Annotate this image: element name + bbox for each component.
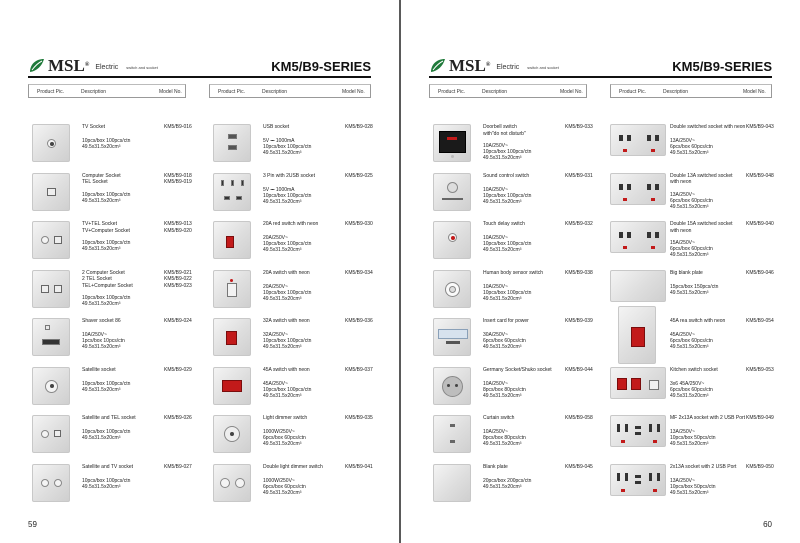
product-spec: 1000W/250V~ 6pcs/box 60pcs/ctn 49.5x31.5x20cm³	[263, 429, 306, 447]
plate-detail	[655, 135, 659, 141]
product-description: TV Socket	[82, 124, 106, 130]
card-switch-icon	[433, 318, 471, 356]
col-model-label: Model No.	[743, 89, 766, 95]
product-spec: 10pcs/box 100pcs/ctn 49.5x31.5x20cm³	[82, 138, 131, 150]
product-model-number: KM5/B9-039	[565, 318, 593, 324]
product-item	[209, 124, 373, 168]
brand-name: MSL	[48, 56, 85, 75]
product-spec: 10A/250V~ 8pcs/box 80pcs/ctn 49.5x31.5x20cm³	[483, 380, 526, 399]
product-description: Computer Socket TEL Socket	[82, 172, 121, 185]
plate-detail	[47, 188, 56, 196]
product-item	[429, 221, 593, 265]
plate-detail	[241, 180, 244, 186]
plate-detail	[649, 473, 652, 481]
tv-socket-icon	[32, 124, 70, 162]
column-header	[429, 84, 587, 98]
dimmer-switch-icon	[213, 415, 251, 453]
product-spec: 10pcs/box 100pcs/ctn 49.5x31.5x20cm³	[82, 380, 131, 393]
product-description: Shaver socket 86	[82, 318, 121, 324]
product-spec: 10pcs/box 100pcs/ctn 49.5x31.5x20cm³	[82, 477, 131, 490]
product-model-number: KM5/B9-045	[565, 463, 593, 470]
product-model-number: KM5/B9-049	[746, 415, 774, 421]
mf-usb-socket-icon	[610, 415, 666, 447]
plate-detail	[50, 142, 54, 146]
plate-detail	[50, 384, 54, 388]
brand-subtitle: Electric	[95, 64, 119, 71]
col-model-label: Model No.	[560, 89, 583, 95]
product-item	[28, 172, 192, 217]
plate-detail	[621, 489, 625, 492]
product-spec: 13A/250V~ 10pcs/box 50pcs/ctn 49.5x31.5x20cm³	[670, 477, 716, 496]
col-desc-label: Description	[482, 89, 508, 95]
catalog-page-right	[401, 0, 800, 543]
plate-detail	[627, 184, 631, 190]
plate-detail	[651, 198, 655, 201]
product-spec: 10A/250V~ 10pcs/box 100pcs/ctn 49.5x31.5x20cm³	[483, 143, 532, 161]
plate-detail	[657, 473, 660, 481]
double-switched-socket-icon	[610, 124, 666, 156]
product-spec: 10pcs/box 100pcs/ctn 49.5x31.5x20cm³	[82, 191, 131, 204]
brand-name: MSL	[449, 56, 486, 75]
plate-detail	[226, 331, 237, 345]
product-description: Kitchen switch socket	[670, 366, 718, 373]
plate-detail	[627, 135, 631, 141]
shaver-socket-icon	[32, 318, 70, 356]
plate-detail	[649, 380, 659, 390]
product-spec: 30A/250V~ 6pcs/box 60pcs/ctn 49.5x31.5x20cm³	[483, 332, 526, 350]
satellite-tv-socket-icon	[32, 464, 70, 502]
product-spec: 15pcs/box 150pcs/ctn 49.5x31.5x20cm³	[670, 283, 719, 296]
product-model-number: KM5/B9-032	[565, 221, 593, 227]
plate-detail	[621, 440, 625, 443]
plate-detail	[623, 198, 627, 201]
product-spec: 45A/250V~ 6pcs/box 60pcs/ctn 49.5x31.5x20cm³	[670, 332, 713, 350]
product-description: USB socket	[263, 124, 290, 130]
plate-detail	[235, 478, 245, 488]
plate-detail	[226, 236, 234, 248]
product-item	[610, 318, 774, 362]
brand-tagline: switch and socket	[126, 65, 158, 70]
product-description: Double switched socket with neon	[670, 124, 746, 130]
plate-detail	[231, 180, 234, 186]
product-description: Double 15A switched socket with neon	[670, 221, 733, 234]
plate-detail	[451, 155, 454, 158]
product-item	[28, 124, 192, 168]
column-header	[209, 84, 371, 98]
catalog-page-left	[0, 0, 399, 543]
leaf-logo-icon	[429, 58, 447, 74]
product-item	[28, 269, 192, 314]
product-spec: 10A/250V~ 10pcs/box 100pcs/ctn 49.5x31.5x20cm³	[483, 235, 532, 253]
product-item	[28, 366, 192, 411]
product-model-number: KM5/B9-050	[746, 463, 774, 470]
plate-detail	[631, 327, 645, 347]
plate-detail	[655, 184, 659, 190]
2x13a-usb-socket-icon	[610, 464, 666, 496]
page-number: 59	[28, 520, 37, 529]
product-spec: 10A/250V~ 10pcs/box 100pcs/ctn 49.5x31.5x20cm³	[483, 283, 532, 302]
product-model-number: KM5/B9-031	[565, 172, 593, 179]
plate-detail	[54, 285, 62, 293]
product-model-number: KM5/B9-053	[746, 366, 774, 373]
column-header	[28, 84, 186, 98]
product-description: 3 Pin with 2USB socket	[263, 172, 315, 179]
product-description: MF 2x13A socket with 2 USB Port	[670, 415, 746, 421]
plate-detail	[653, 440, 657, 443]
product-model-number: KM5/B9-048	[746, 172, 774, 179]
product-description: Sound control switch	[483, 172, 530, 179]
product-item	[209, 463, 373, 508]
column-header	[610, 84, 772, 98]
product-model-number: KM5/B9-037	[345, 366, 373, 373]
plate-detail	[635, 475, 641, 478]
col-desc-label: Description	[81, 89, 107, 95]
product-model-number: KM5/B9-034	[345, 269, 373, 276]
product-model-number: KM5/B9-029	[164, 366, 192, 373]
product-model-number: KM5/B9-035	[345, 415, 373, 421]
product-item	[209, 269, 373, 314]
product-description: Double light dimmer switch	[263, 463, 323, 470]
product-description: Satellite socket	[82, 366, 116, 373]
product-item	[429, 172, 593, 217]
plate-detail	[627, 232, 631, 238]
page-header	[429, 52, 772, 78]
product-item	[610, 172, 774, 217]
product-spec: 13A/250V~ 6pcs/box 60pcs/ctn 49.5x31.5x20cm³	[670, 191, 713, 210]
product-item	[28, 318, 192, 362]
product-description: Blank plate	[483, 463, 508, 470]
product-item	[610, 221, 774, 265]
plate-detail	[54, 236, 62, 244]
product-spec: 13A/250V~ 6pcs/box 60pcs/ctn 49.5x31.5x20cm³	[670, 138, 713, 156]
product-model-number: KM5/B9-046	[746, 269, 774, 276]
product-model-number: KM5/B9-027	[164, 463, 192, 470]
double-13a-socket-icon	[610, 173, 666, 205]
doorbell-switch-icon	[433, 124, 471, 162]
product-item	[429, 415, 593, 459]
col-pic-label: Product Pic.	[218, 89, 245, 95]
product-item	[610, 415, 774, 459]
sound-switch-icon	[433, 173, 471, 211]
plate-detail	[635, 481, 641, 484]
plate-detail	[228, 145, 237, 150]
product-spec: 20A/250V~ 10pcs/box 100pcs/ctn 49.5x31.5x20cm³	[263, 235, 312, 253]
product-model-number: KM5/B9-021 KM5/B9-022 KM5/B9-023	[164, 269, 192, 289]
product-description: Big blank plate	[670, 269, 703, 276]
page-header	[28, 52, 371, 78]
plate-detail	[617, 424, 620, 432]
product-description: 45A switch with neon	[263, 366, 310, 373]
plate-detail	[649, 424, 652, 432]
product-description: Doorbell switch with"do not disturb"	[483, 124, 526, 137]
brand-logo	[28, 52, 158, 74]
product-description: TV+TEL Socket TV+Computer Socket	[82, 221, 130, 234]
product-model-number: KM5/B9-013 KM5/B9-020	[164, 221, 192, 234]
20a-red-switch-icon	[213, 221, 251, 259]
product-spec: 13A/250V~ 10pcs/box 50pcs/ctn 49.5x31.5x20cm³	[670, 429, 716, 447]
col-pic-label: Product Pic.	[619, 89, 646, 95]
col-desc-label: Description	[663, 89, 689, 95]
product-spec: 45A/250V~ 10pcs/box 100pcs/ctn 49.5x31.5x20cm³	[263, 380, 312, 399]
satellite-tel-socket-icon	[32, 415, 70, 453]
product-model-number: KM5/B9-025	[345, 172, 373, 179]
product-description: Human body sensor switch	[483, 269, 544, 276]
plate-detail	[617, 378, 627, 390]
product-description: Insert card for power	[483, 318, 529, 324]
plate-detail	[619, 135, 623, 141]
plate-detail	[451, 236, 455, 240]
product-spec: 10pcs/box 100pcs/ctn 49.5x31.5x20cm³	[82, 295, 131, 307]
plate-detail	[221, 180, 224, 186]
product-item	[28, 463, 192, 508]
col-desc-label: Description	[262, 89, 288, 95]
product-description: 2x13A socket with 2 USB Port	[670, 463, 737, 470]
product-item	[429, 463, 593, 508]
45a-big-switch-icon	[618, 306, 656, 364]
plate-detail	[449, 286, 456, 293]
plate-detail	[455, 384, 458, 387]
plate-detail	[631, 378, 641, 390]
product-item	[28, 415, 192, 459]
product-model-number: KM5/B9-043	[746, 124, 774, 130]
big-blank-plate-icon	[610, 270, 666, 302]
product-spec: 10pcs/box 100pcs/ctn 49.5x31.5x20cm³	[82, 240, 131, 252]
plate-detail	[41, 479, 49, 487]
plate-detail	[41, 430, 49, 438]
plate-detail	[647, 232, 651, 238]
plate-detail	[450, 440, 455, 443]
product-model-number: KM5/B9-036	[345, 318, 373, 324]
product-model-number: KM5/B9-041	[345, 463, 373, 470]
plate-detail	[41, 285, 49, 293]
product-item	[209, 415, 373, 459]
plate-detail	[224, 196, 230, 200]
product-spec: 10A/250V~ 10pcs/box 100pcs/ctn 49.5x31.5x20cm³	[483, 186, 532, 205]
product-description: Satellite and TEL socket	[82, 415, 136, 421]
product-item	[610, 124, 774, 168]
product-item	[429, 124, 593, 168]
plate-detail	[54, 430, 61, 437]
kitchen-switch-socket-icon	[610, 367, 666, 399]
satellite-socket-icon	[32, 367, 70, 405]
brand-reg-mark: ®	[84, 62, 90, 68]
col-pic-label: Product Pic.	[438, 89, 465, 95]
product-description: 20A switch with neon	[263, 269, 310, 276]
product-description: Germany Socket/Shuko socket	[483, 366, 552, 373]
product-item	[209, 318, 373, 362]
double-15a-socket-icon	[610, 221, 666, 253]
col-pic-label: Product Pic.	[37, 89, 64, 95]
plate-detail	[635, 426, 641, 429]
blank-plate-icon	[433, 464, 471, 502]
product-spec: 1000W/250V~ 6pcs/box 60pcs/ctn 49.5x31.5x20cm³	[263, 477, 306, 496]
45a-switch-icon	[213, 367, 251, 405]
product-item	[209, 366, 373, 411]
product-spec: 3x6 45A/250V~ 6pcs/box 60pcs/ctn 49.5x31.5x20cm³	[670, 380, 713, 399]
brand-logo	[429, 52, 559, 74]
product-model-number: KM5/B9-038	[565, 269, 593, 276]
leaf-logo-icon	[28, 58, 46, 74]
plate-detail	[447, 384, 450, 387]
plate-detail	[619, 232, 623, 238]
product-spec: 10A/250V~ 1pcs/box 10pcs/ctn 49.5x31.5x20cm³	[82, 332, 125, 350]
product-model-number: KM5/B9-024	[164, 318, 192, 324]
plate-detail	[42, 339, 60, 345]
product-description: Touch delay switch	[483, 221, 525, 227]
page-number: 60	[763, 520, 772, 529]
product-item	[209, 221, 373, 265]
plate-detail	[653, 489, 657, 492]
product-model-number: KM5/B9-054	[746, 318, 774, 324]
product-spec: 15A/250V~ 6pcs/box 60pcs/ctn 49.5x31.5x20cm³	[670, 240, 713, 258]
20a-switch-icon	[213, 270, 251, 308]
usb-socket-icon	[213, 124, 251, 162]
3pin-usb-socket-icon	[213, 173, 251, 211]
product-spec: 20A/250V~ 10pcs/box 100pcs/ctn 49.5x31.5x20cm³	[263, 283, 312, 302]
product-item	[429, 318, 593, 362]
plate-detail	[227, 283, 237, 297]
product-description: Curtain switch	[483, 415, 515, 421]
plate-detail	[442, 198, 463, 200]
plate-detail	[45, 325, 50, 330]
plate-detail	[647, 135, 651, 141]
32a-switch-icon	[213, 318, 251, 356]
brand-subtitle: Electric	[496, 64, 520, 71]
plate-detail	[220, 478, 230, 488]
product-spec: 5V ⎓ 1000mA 10pcs/box 100pcs/ctn 49.5x31.5x20cm³	[263, 138, 312, 156]
product-spec: 5V ⎓ 1000mA 10pcs/box 100pcs/ctn 49.5x31.5x20cm³	[263, 186, 312, 205]
plate-detail	[230, 432, 234, 436]
product-model-number: KM5/B9-030	[345, 221, 373, 227]
product-item	[429, 366, 593, 411]
product-item	[610, 463, 774, 508]
plate-detail	[450, 424, 455, 427]
plate-detail	[623, 149, 627, 152]
plate-detail	[623, 246, 627, 249]
plate-detail	[54, 479, 62, 487]
brand-reg-mark: ®	[485, 62, 491, 68]
curtain-switch-icon	[433, 415, 471, 453]
product-spec: 20pcs/box 200pcs/ctn 49.5x31.5x20cm³	[483, 477, 532, 490]
series-title: KM5/B9-SERIES	[271, 59, 371, 74]
dual-data-socket-icon	[32, 270, 70, 308]
product-item	[610, 366, 774, 411]
product-item	[429, 269, 593, 314]
product-item	[209, 172, 373, 217]
plate-detail	[236, 196, 242, 200]
plate-detail	[625, 424, 628, 432]
sensor-switch-icon	[433, 270, 471, 308]
product-spec: 32A/250V~ 10pcs/box 100pcs/ctn 49.5x31.5x20cm³	[263, 332, 312, 350]
col-model-label: Model No.	[159, 89, 182, 95]
schuko-socket-icon	[433, 367, 471, 405]
product-model-number: KM5/B9-058	[565, 415, 593, 421]
product-model-number: KM5/B9-033	[565, 124, 593, 130]
col-model-label: Model No.	[342, 89, 365, 95]
plate-detail	[438, 329, 468, 339]
plate-detail	[635, 432, 641, 435]
product-description: 20A red switch with neon	[263, 221, 319, 227]
product-spec: 10pcs/box 100pcs/ctn 49.5x31.5x20cm³	[82, 429, 131, 441]
plate-detail	[230, 279, 233, 282]
plate-detail	[651, 149, 655, 152]
product-description: Light dimmer switch	[263, 415, 308, 421]
plate-detail	[647, 184, 651, 190]
product-model-number: KM5/B9-018 KM5/B9-019	[164, 172, 192, 185]
plate-detail	[655, 232, 659, 238]
plate-detail	[447, 137, 457, 140]
plate-detail	[619, 184, 623, 190]
product-description: 45A rea switch with neon	[670, 318, 726, 324]
plate-detail	[442, 376, 463, 397]
product-spec: 10A/250V~ 8pcs/box 80pcs/ctn 49.5x31.5x20cm³	[483, 429, 526, 447]
product-model-number: KM5/B9-044	[565, 366, 593, 373]
plate-detail	[651, 246, 655, 249]
tv-tel-socket-icon	[32, 221, 70, 259]
plate-detail	[228, 134, 237, 139]
product-item	[28, 221, 192, 265]
plate-detail	[617, 473, 620, 481]
product-model-number: KM5/B9-028	[345, 124, 373, 130]
brand-tagline: switch and socket	[527, 65, 559, 70]
product-model-number: KM5/B9-040	[746, 221, 774, 227]
product-model-number: KM5/B9-026	[164, 415, 192, 421]
plate-detail	[446, 341, 460, 344]
plate-detail	[447, 182, 458, 193]
plate-detail	[439, 131, 466, 153]
double-dimmer-switch-icon	[213, 464, 251, 502]
plate-detail	[657, 424, 660, 432]
plate-detail	[222, 380, 242, 392]
plate-detail	[625, 473, 628, 481]
product-description: 2 Computer Socket 2 TEL Socket TEL+Computer Socket	[82, 269, 133, 289]
product-description: Double 13A switched socket with neon	[670, 172, 733, 185]
plate-detail	[41, 236, 49, 244]
product-description: 32A switch with neon	[263, 318, 310, 324]
series-title: KM5/B9-SERIES	[672, 59, 772, 74]
product-model-number: KM5/B9-016	[164, 124, 192, 130]
computer-socket-icon	[32, 173, 70, 211]
product-description: Satellite and TV socket	[82, 463, 134, 470]
touch-switch-icon	[433, 221, 471, 259]
